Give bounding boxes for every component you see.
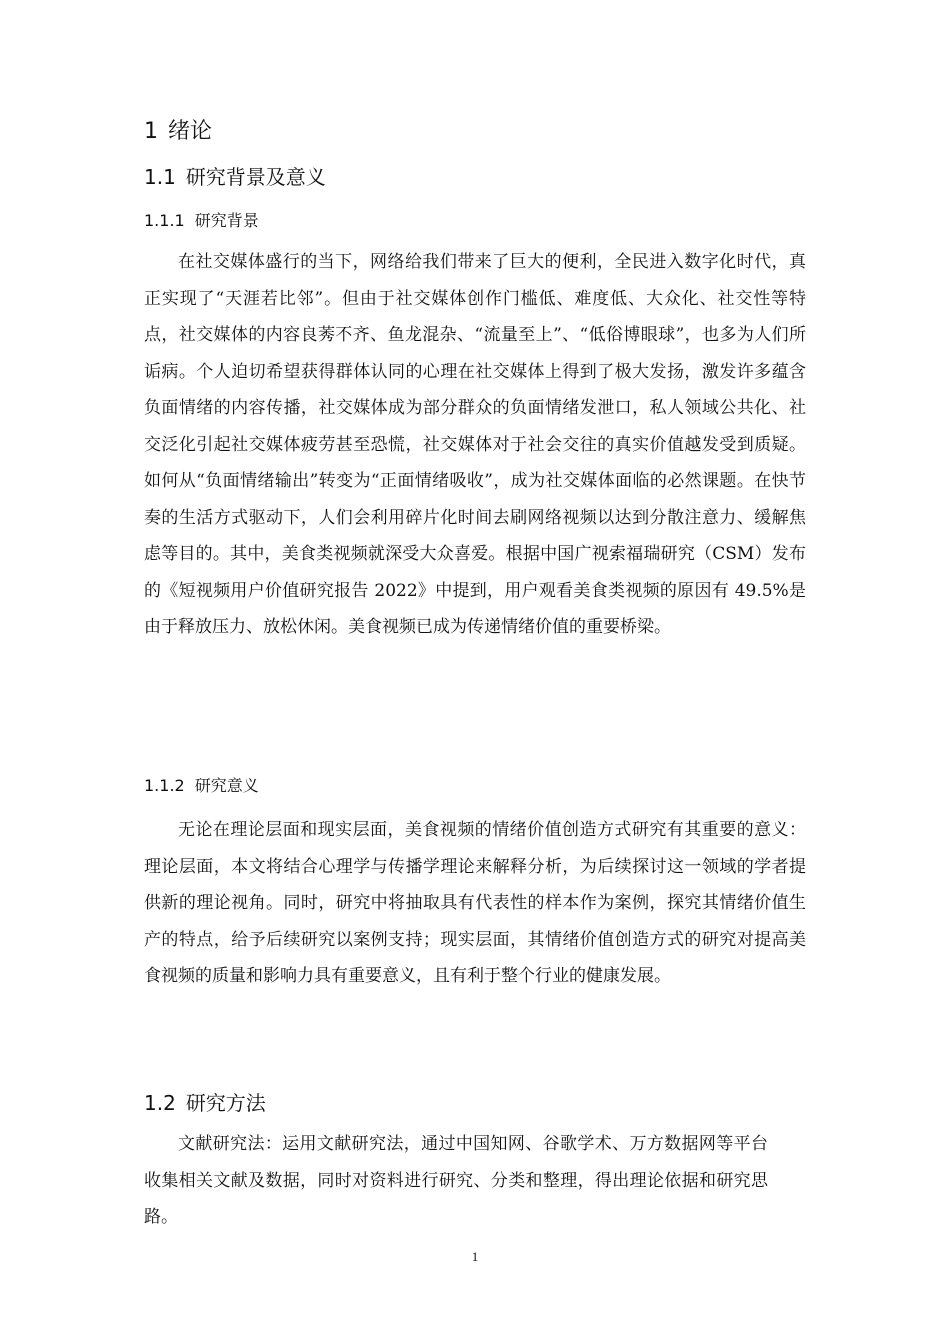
section-title: 研究背景及意义 <box>185 165 326 189</box>
section-heading-1-1 <box>144 162 326 192</box>
subsection-title: 研究意义 <box>194 776 259 795</box>
page-number: 1 <box>471 1249 479 1264</box>
chapter-heading <box>144 116 212 148</box>
research-significance-paragraph: 无论在理论层面和现实层面，美食视频的情绪价值创造方式研究有其重要的意义：理论层面，本文将结合心理学与传播学理论来解释分析，为后续探讨这一领域的学者提供新的理论视角。同时，研究中将抽取具有代表性的样本作为案例，探究其情绪价值生产的特点，给予后续研究以案例支持；现实层面，其情绪价值创造方式的研究对提高美食视频的质量和影响力具有重要意义，且有利于整个行业的健康发展。 <box>144 820 806 986</box>
chapter-number: 1 <box>144 119 158 144</box>
subsection-number: 1.1.2 <box>144 776 185 795</box>
subsection-heading-1-1-1 <box>144 209 259 233</box>
research-method-paragraph: 文献研究法：运用文献研究法，通过中国知网、谷歌学术、万方数据网等平台收集相关文献及数据，同时对资料进行研究、分类和整理，得出理论依据和研究思路。 <box>144 1134 768 1227</box>
section-number: 1.1 <box>144 165 176 189</box>
chapter-title: 绪论 <box>168 119 213 144</box>
subsection-heading-1-1-2 <box>144 774 259 798</box>
section-number: 1.2 <box>144 1091 176 1115</box>
section-title: 研究方法 <box>185 1091 266 1115</box>
subsection-number: 1.1.1 <box>144 211 185 230</box>
section-heading-1-2 <box>144 1088 266 1118</box>
research-background-paragraph: 在社交媒体盛行的当下，网络给我们带来了巨大的便利，全民进入数字化时代，真正实现了“天涯若比邻”。但由于社交媒体创作门槛低、难度低、大众化、社交性等特点，社交媒体的内容良莠不齐、鱼龙混杂、“流量至上”、“低俗博眼球”，也多为人们所诟病。个人迫切希望获得群体认同的心理在社交媒体上得到了极大发扬，激发许多蕴含负面情绪的内容传播，社交媒体成为部分群众的负面情绪发泄口，私人领域公共化、社交泛化引起社交媒体疲劳甚至恐慌，社交媒体对于社会交往的真实价值越发受到质疑。如何从“负面情绪输出”转变为“正面情绪吸收”，成为社交媒体面临的必然课题。在快节奏的生活方式驱动下，人们会利用碎片化时间去刷网络视频以达到分散注意力、缓解焦虑等目的。其中，美食类视频就深受大众喜爱。根据中国广视索福瑞研究（CSM）发布的《短视频用户价值研究报告 2022》中提到，用户观看美食类视频的原因有 49.5%是由于释放压力、放松休闲。美食视频已成为传递情绪价值的重要桥梁。 <box>144 252 806 637</box>
subsection-title: 研究背景 <box>194 211 259 230</box>
